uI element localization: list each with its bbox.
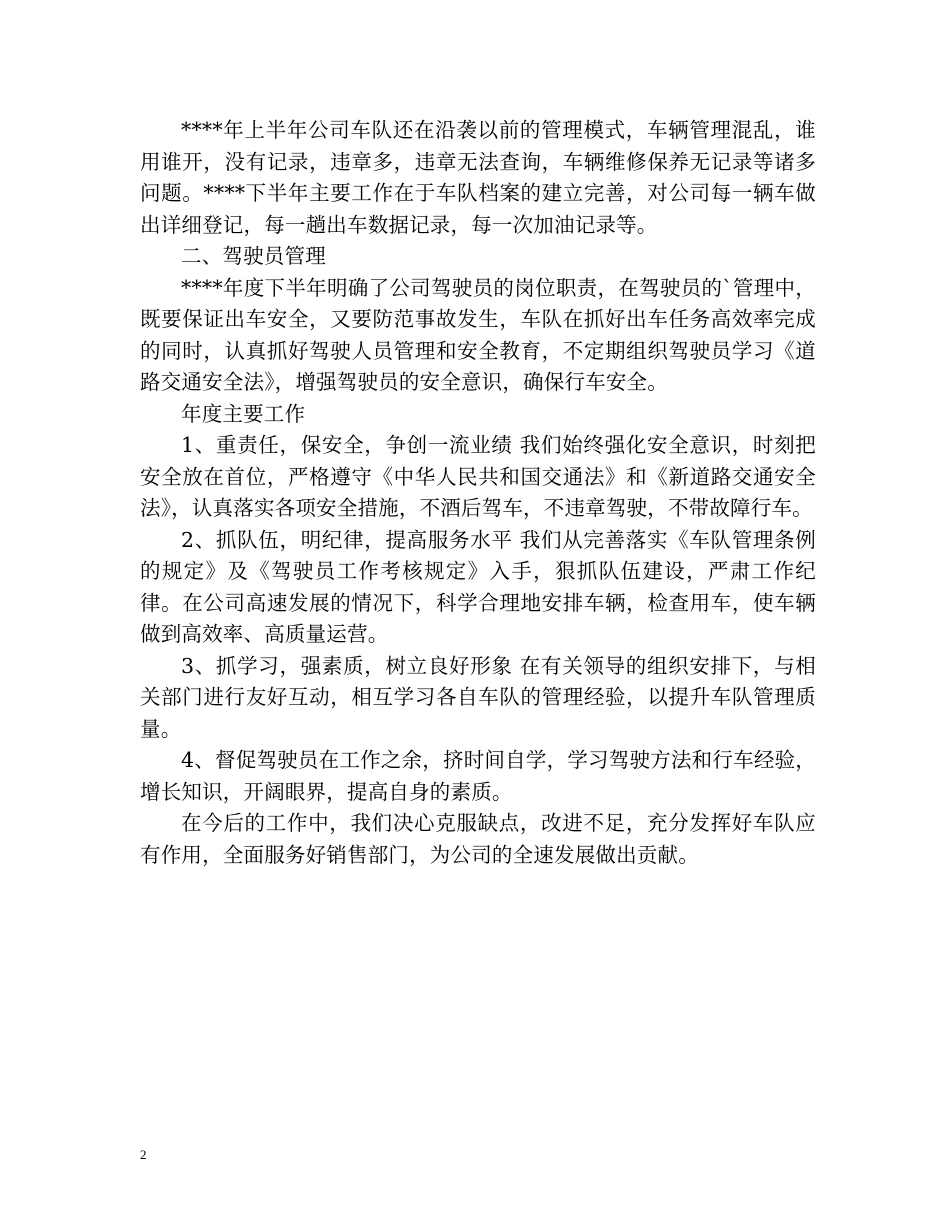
document-body — [140, 115, 816, 871]
paragraph-driver-management: ****年度下半年明确了公司驾驶员的岗位职责，在驾驶员的`管理中，既要保证出车安全，又要防范事故发生，车队在抓好出车任务高效率完成的同时，认真抓好驾驶人员管理和安全教育，不定期组织驾驶员学习《道路交通安全法》，增强驾驶员的安全意识，确保行车安全。 — [140, 275, 816, 394]
paragraph-item-2: 2、抓队伍，明纪律，提高服务水平 我们从完善落实《车队管理条例的规定》及《驾驶员工作考核规定》入手，狠抓队伍建设，严肃工作纪律。在公司高速发展的情况下，科学合理地安排车辆，检查用车，使车辆做到高效率、高质量运营。 — [140, 527, 816, 646]
section-heading-driver-management: 二、驾驶员管理 — [181, 244, 326, 268]
section-heading-annual-work: 年度主要工作 — [181, 401, 306, 426]
paragraph-item-1: 1、重责任，保安全，争创一流业绩 我们始终强化安全意识，时刻把安全放在首位，严格遵守《中华人民共和国交通法》和《新道路交通安全法》，认真落实各项安全措施，不酒后驾车，不违章驾驶，不带故障行车。 — [140, 433, 816, 520]
paragraph-conclusion: 在今后的工作中，我们决心克服缺点，改进不足，充分发挥好车队应有作用，全面服务好销售部门，为公司的全速发展做出贡献。 — [140, 811, 816, 867]
paragraph-item-3: 3、抓学习，强素质，树立良好形象 在有关领导的组织安排下，与相关部门进行友好互动，相互学习各自车队的管理经验，以提升车队管理质量。 — [140, 653, 816, 741]
page-number: 2 — [140, 1147, 147, 1162]
paragraph-item-4: 4、督促驾驶员在工作之余，挤时间自学，学习驾驶方法和行车经验，增长知识，开阔眼界，提高自身的素质。 — [140, 748, 816, 804]
paragraph-vehicle-management: ****年上半年公司车队还在沿袭以前的管理模式，车辆管理混乱，谁用谁开，没有记录，违章多，违章无法查询，车辆维修保养无记录等诸多问题。****下半年主要工作在于车队档案的建立完善，对公司每一辆车做出详细登记，每一趟出车数据记录，每一次加油记录等。 — [140, 118, 816, 237]
